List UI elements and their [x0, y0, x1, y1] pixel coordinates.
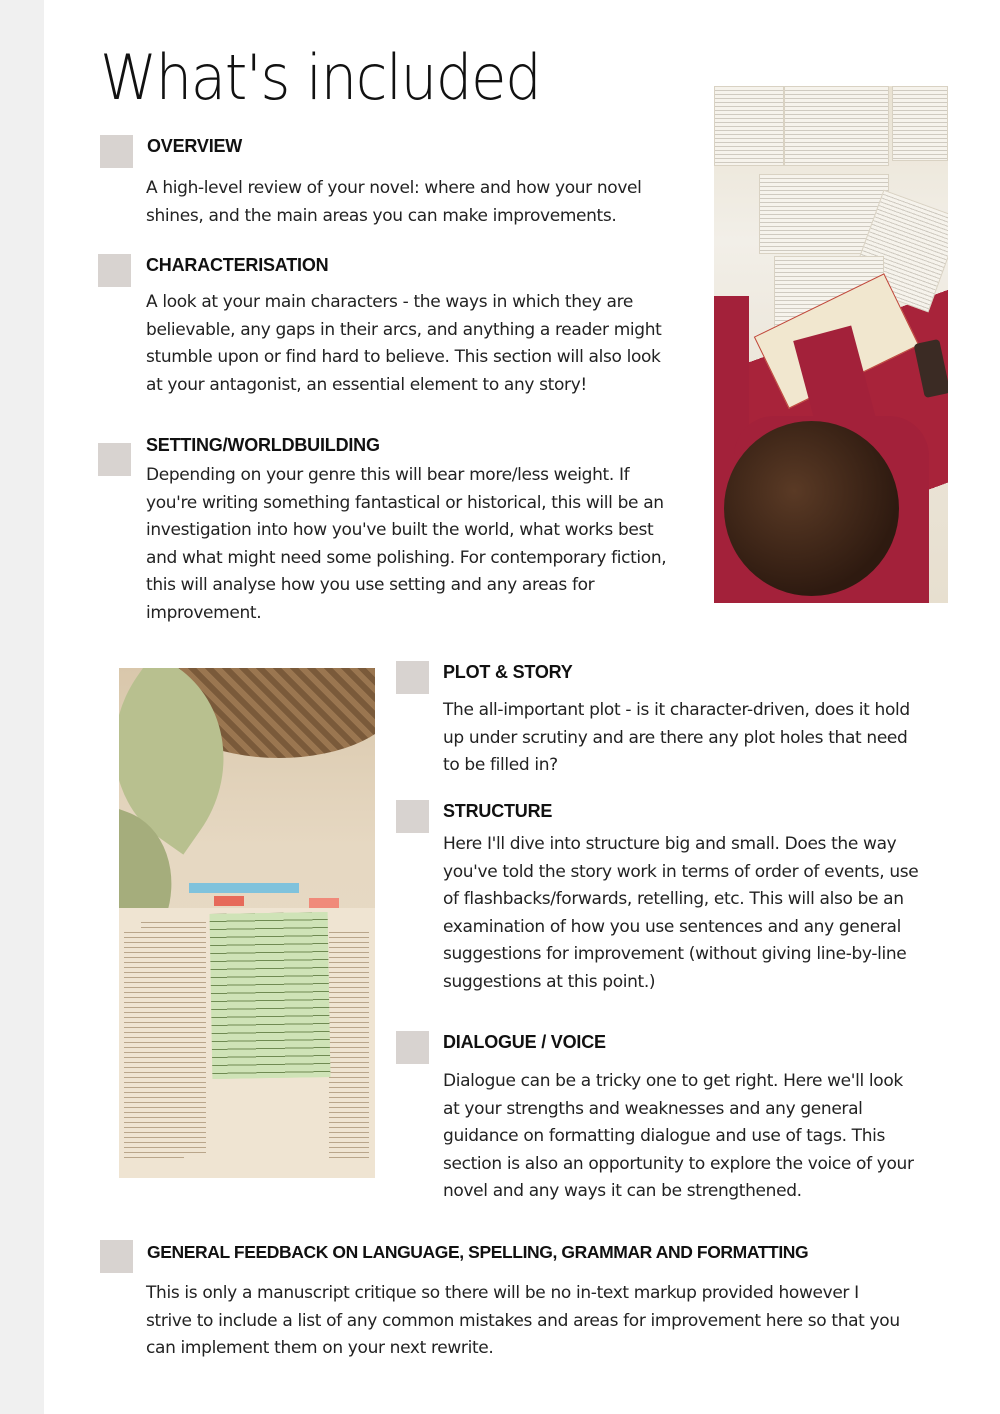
text-line: examination of how you use sentences and any general [443, 916, 901, 937]
text-line: to be filled in? [443, 755, 558, 776]
page-side-strip [0, 0, 44, 1414]
photo-detail [714, 86, 784, 166]
section-marker-setting [98, 443, 131, 476]
photo-detail [329, 928, 369, 1158]
text-line: investigation into how you've built the world, what works best [146, 520, 654, 541]
photo-detail [892, 86, 948, 161]
text-line: you've told the story work in terms of order of events, use [443, 861, 919, 882]
text-line: A high-level review of your novel: where and how your novel [146, 178, 642, 198]
text-line: strive to include a list of any common mistakes and areas for improvement here so that you [146, 1310, 900, 1331]
section-heading-plot: PLOT & STORY [443, 662, 573, 682]
photo-detail [141, 918, 206, 1153]
text-line: and what might need some polishing. For contemporary fiction, [146, 547, 667, 568]
section-heading-dialogue: DIALOGUE / VOICE [443, 1032, 606, 1052]
section-body-structure [443, 831, 918, 997]
section-body-setting [146, 462, 666, 628]
section-heading-setting: SETTING/WORLDBUILDING [146, 435, 380, 455]
text-line: this will analyse how you use setting and any areas for [146, 575, 595, 596]
text-line: improvement. [146, 602, 262, 623]
text-line: A look at your main characters - the ways in which they are [146, 292, 633, 312]
photo-detail [309, 898, 339, 908]
text-line: Depending on your genre this will bear more/less weight. If [146, 465, 630, 485]
text-line: of flashbacks/forwards, retelling, etc. This will also be an [443, 889, 904, 910]
section-body-characterisation [146, 289, 661, 399]
text-line: suggestions at this point.) [443, 971, 656, 992]
text-line: stumble upon or find hard to believe. This section will also look [146, 347, 661, 368]
photo-detail [724, 421, 899, 596]
text-line: Here I'll dive into structure big and small. Does the way [443, 834, 897, 854]
text-line: believable, any gaps in their arcs, and anything a reader might [146, 319, 662, 340]
section-marker-characterisation [98, 254, 131, 287]
photo-detail [214, 896, 244, 906]
photo-detail [210, 912, 331, 1079]
section-marker-dialogue [396, 1031, 429, 1064]
photo-detail [189, 883, 299, 893]
page-title: What's included [100, 41, 541, 114]
text-line: guidance on formatting dialogue and use of tags. This [443, 1126, 886, 1147]
reading-photo [714, 86, 948, 603]
text-line: This is only a manuscript critique so there will be no in-text markup provided however I [146, 1283, 859, 1303]
bible-photo [119, 668, 375, 1178]
text-line: you're writing something fantastical or historical, this will be an [146, 492, 664, 513]
section-marker-structure [396, 800, 429, 833]
text-line: at your strengths and weaknesses and any general [443, 1098, 863, 1119]
photo-detail [914, 339, 948, 398]
text-line: can implement them on your next rewrite. [146, 1338, 494, 1359]
section-marker-overview [100, 135, 133, 168]
section-heading-structure: STRUCTURE [443, 801, 553, 821]
section-marker-general-feedback [100, 1240, 133, 1273]
section-heading-general-feedback: GENERAL FEEDBACK ON LANGUAGE, SPELLING, GRAMMAR AND FORMATTING [147, 1242, 809, 1262]
photo-detail [784, 86, 889, 166]
text-line: novel and any ways it can be strengthened. [443, 1181, 802, 1202]
text-line: section is also an opportunity to explore the voice of your [443, 1153, 914, 1174]
text-line: shines, and the main areas you can make improvements. [146, 205, 617, 226]
section-body-plot [443, 697, 910, 780]
text-line: suggestions for improvement (without giving line-by-line [443, 944, 907, 965]
section-marker-plot [396, 661, 429, 694]
text-line: The all-important plot - is it character-driven, does it hold [443, 700, 910, 720]
section-body-overview [146, 175, 642, 230]
section-heading-characterisation: CHARACTERISATION [146, 255, 329, 275]
text-line: up under scrutiny and are there any plot holes that need [443, 727, 908, 748]
text-line: at your antagonist, an essential element to any story! [146, 374, 587, 395]
section-body-general-feedback [146, 1280, 900, 1363]
text-line: Dialogue can be a tricky one to get right. Here we'll look [443, 1071, 903, 1091]
section-body-dialogue [443, 1068, 914, 1206]
section-heading-overview: OVERVIEW [147, 136, 243, 156]
